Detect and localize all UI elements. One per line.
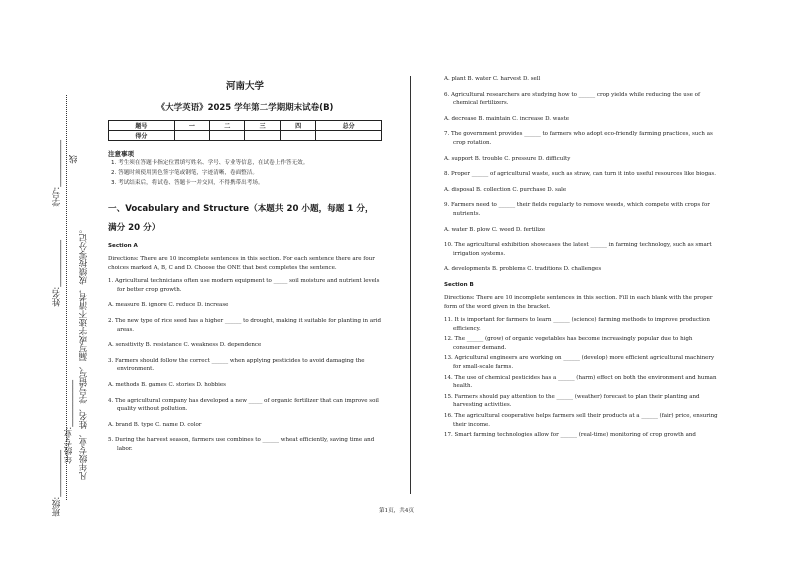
notice-title: 注意事项 [108, 150, 134, 158]
right-column [444, 75, 720, 440]
question: 2. The new type of rice seed has a higher ______ to drought, making it suitable for planting in arid areas. [108, 317, 382, 333]
answer-options: A. sensitivity B. resistance C. weakness D. dependence [108, 342, 262, 349]
question: 14. The use of chemical pesticides has a ______ (harm) effect on both the environment and human health. [444, 374, 717, 390]
answer-options: A. support B. trouble C. pressure D. difficulty [444, 155, 571, 162]
question: 17. Smart farming technologies allow for ______ (real-time) monitoring of crop growth and [444, 432, 696, 439]
exam-title: 《大学英语》2025 学年第二学期期末试卷(B) [156, 103, 334, 113]
answer-options: A. plant B. water C. harvest D. sell [444, 76, 541, 82]
left-column [108, 78, 382, 454]
notice-item: 1. 考生须在答题卡指定位置填写姓名、学号、专业等信息，在试卷上作答无效。 [111, 160, 309, 166]
question: 8. Proper ______ of agricultural waste, such as straw, can turn it into useful resources like biogas. [444, 171, 716, 178]
question: 12. The ______ (grow) of organic vegetables has become increasingly popular due to high consumer demand. [444, 336, 693, 351]
score-cell [210, 131, 245, 141]
question: 13. Agricultural engineers are working on ______ (develop) more efficient agricultural machinery for small-scale farms. [444, 355, 715, 371]
question: 9. Farmers need to ______ their fields regularly to remove weeds, which compete with crops for nutrients. [444, 202, 710, 217]
score-header-cell: 三 [245, 121, 280, 131]
notice-item: 2. 答题时须使用黑色签字笔或钢笔，字迹清晰，卷面整洁。 [111, 170, 258, 176]
score-cell [280, 131, 315, 141]
question: 7. The government provides ______ to farmers who adopt eco-friendly farming practices, such as crop rotation. [444, 131, 713, 146]
answer-options: A. water B. plow C. weed D. fertilize [444, 226, 546, 233]
section-heading: 一、Vocabulary and Structure（本题共 20 小题，每题 1 分，满分 20 分） [108, 204, 374, 233]
score-header-cell: 一 [174, 121, 209, 131]
score-header-cell: 总分 [316, 121, 382, 131]
student-id-field: 学号:___________ [52, 140, 62, 207]
binding-warning: 凡年级专业、姓名、学号错写、漏写或字迹不清者，成绩按零分记。 [79, 225, 89, 480]
question: 15. Farmers should pay attention to the ______ (weather) forecast to plan their planting and harvesting activities. [444, 393, 700, 409]
question: 4. The agricultural company has developed a new _____ of organic fertilizer that can improve soil quality without pollution. [108, 397, 379, 413]
class-field: 班级:___________ [52, 450, 62, 517]
score-header-cell: 四 [280, 121, 315, 131]
answer-options: A. disposal B. collection C. purchase D. sale [444, 186, 567, 193]
name-field: 姓名:___________ [52, 240, 62, 307]
score-cell [316, 131, 382, 141]
column-divider [410, 76, 411, 494]
question: 11. It is important for farmers to learn ______ (science) farming methods to improve production efficiency. [444, 317, 710, 332]
score-label-cell: 得分 [109, 131, 175, 141]
answer-options: A. methods B. games C. stories D. hobbies [108, 381, 226, 388]
score-cell [174, 131, 209, 141]
answer-options: A. brand B. type C. name D. color [108, 421, 202, 428]
question: 6. Agricultural researchers are studying how to ______ crop yields while reducing the use of chemical fertilizers. [444, 91, 700, 107]
major-field: 年级专业:___________ [64, 380, 74, 464]
score-header-cell: 二 [210, 121, 245, 131]
answer-options: A. measure B. ignore C. reduce D. increase [108, 302, 229, 309]
question: 5. During the harvest season, farmers use combines to ______ wheat efficiently, saving time and labor. [108, 437, 375, 452]
directions: Directions: There are 10 incomplete sentences in this section. For each sentence there are four choices marked A, B, C and D. Choose the ONE that best completes the sentence. [108, 256, 375, 271]
score-table [108, 120, 382, 141]
page-number: 第1页，共4页 [378, 508, 415, 514]
score-header-cell: 题号 [109, 121, 175, 131]
question: 1. Agricultural technicians often use modern equipment to _____ soil moisture and nutrient levels for better crop growth. [108, 278, 380, 293]
section-b-label: Section B [444, 281, 474, 288]
binding-line-label: 线 [69, 155, 79, 164]
notice-item: 3. 考试结束后，将试卷、答题卡一并交回，不得携带出考场。 [111, 180, 264, 186]
answer-options: A. decrease B. maintain C. increase D. waste [444, 115, 570, 122]
section-a-label: Section A [108, 243, 138, 249]
question: 10. The agricultural exhibition showcases the latest ______ in farming technology, such as smart irrigation systems. [444, 242, 712, 257]
university-name: 河南大学 [225, 81, 264, 92]
question: 3. Farmers should follow the correct ______ when applying pesticides to avoid damaging the environment. [108, 357, 365, 373]
question: 16. The agricultural cooperative helps farmers sell their products at a ______ (fair) price, ensuring their income. [444, 413, 718, 428]
directions-b: Directions: There are 10 incomplete sentences in this section. Fill in each blank with the proper form of the word given in the bracket. [444, 294, 713, 310]
answer-options: A. developments B. problems C. traditions D. challenges [444, 266, 602, 273]
score-cell [245, 131, 280, 141]
